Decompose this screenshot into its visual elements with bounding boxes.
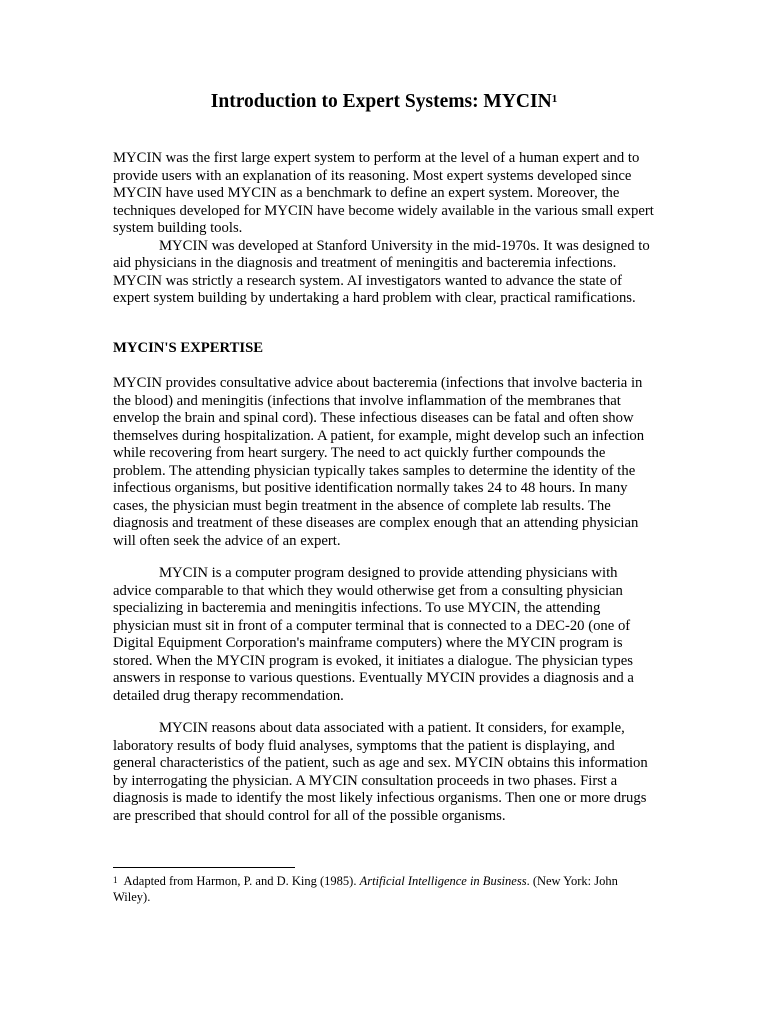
title-text: Introduction to Expert Systems: MYCIN [210, 91, 552, 112]
footnote-book-title: Artificial Intelligence in Business [359, 874, 527, 888]
section-paragraph-3: MYCIN reasons about data associated with a patient. It considers, for example, laboratory results of body fluid analyses, symptoms that the patient is displaying, and general characteristics of the patient, such as age and sex. MYCIN obtains this information by interrogating the physician. A MYCIN consultation proceeds in two phases. First a diagnosis is made to identify the most likely infectious organisms. Then one or more drugs are prescribed that should control for all of the possible organisms. [113, 720, 648, 824]
footnote-divider [113, 867, 295, 868]
section-paragraph-1-block [113, 375, 658, 550]
page-title [0, 89, 768, 115]
section-paragraph-1: MYCIN provides consultative advice about bacteremia (infections that involve bacteria in the blood) and meningitis (infections that involve inflammation of the membranes that envelop the brain and spinal cord). These infectious diseases can be fatal and often show themselves during hospitalization. A patient, for example, might develop such an infection while recovering from heart surgery. The need to act quickly further compounds the problem. The attending physician typically takes samples to determine the identity of the infectious organisms, but positive identification normally takes 24 to 48 hours. In many cases, the physician must begin treatment in the absence of complete lab results. The diagnosis and treatment of these diseases are complex enough that an attending physician will often seek the advice of an expert. [113, 375, 645, 549]
intro-block [113, 150, 658, 308]
section-paragraph-2-block [113, 565, 658, 705]
section-paragraph-3-block [113, 720, 658, 825]
footnote-citation-after: . (New York: John Wiley). [113, 874, 618, 904]
section-paragraph-2: MYCIN is a computer program designed to provide attending physicians with advice comparable to that which they would otherwise get from a consulting physician specializing in bacteremia and meningitis infections. To use MYCIN, the attending physician must sit in front of a computer terminal that is connected to a DEC-20 (one of Digital Equipment Corporation's mainframe computers) where the MYCIN program is stored. When the MYCIN program is evoked, it initiates a dialogue. The physician types answers in response to various questions. Eventually MYCIN provides a diagnosis and a detailed drug therapy recommendation. [113, 565, 634, 704]
footnote [113, 874, 658, 905]
section-heading: MYCIN'S EXPERTISE [113, 340, 264, 356]
footnote-citation-before: Adapted from Harmon, P. and D. King (1985). [123, 874, 360, 888]
intro-paragraph-1: MYCIN was the first large expert system to perform at the level of a human expert and to provide users with an explanation of its reasoning. Most expert systems developed since MYCIN have used MYCIN as a benchmark to define an expert system. Moreover, the techniques developed for MYCIN have become widely available in the various small expert system building tools. [113, 150, 654, 236]
footnote-mark: 1 [113, 875, 118, 885]
intro-paragraph-2: MYCIN was developed at Stanford University in the mid-1970s. It was designed to aid physicians in the diagnosis and treatment of meningitis and bacteremia infections. MYCIN was strictly a research system. AI investigators wanted to advance the state of expert system building by undertaking a hard problem with clear, practical ramifications. [113, 237, 650, 306]
title-footnote-mark: 1 [551, 93, 558, 105]
